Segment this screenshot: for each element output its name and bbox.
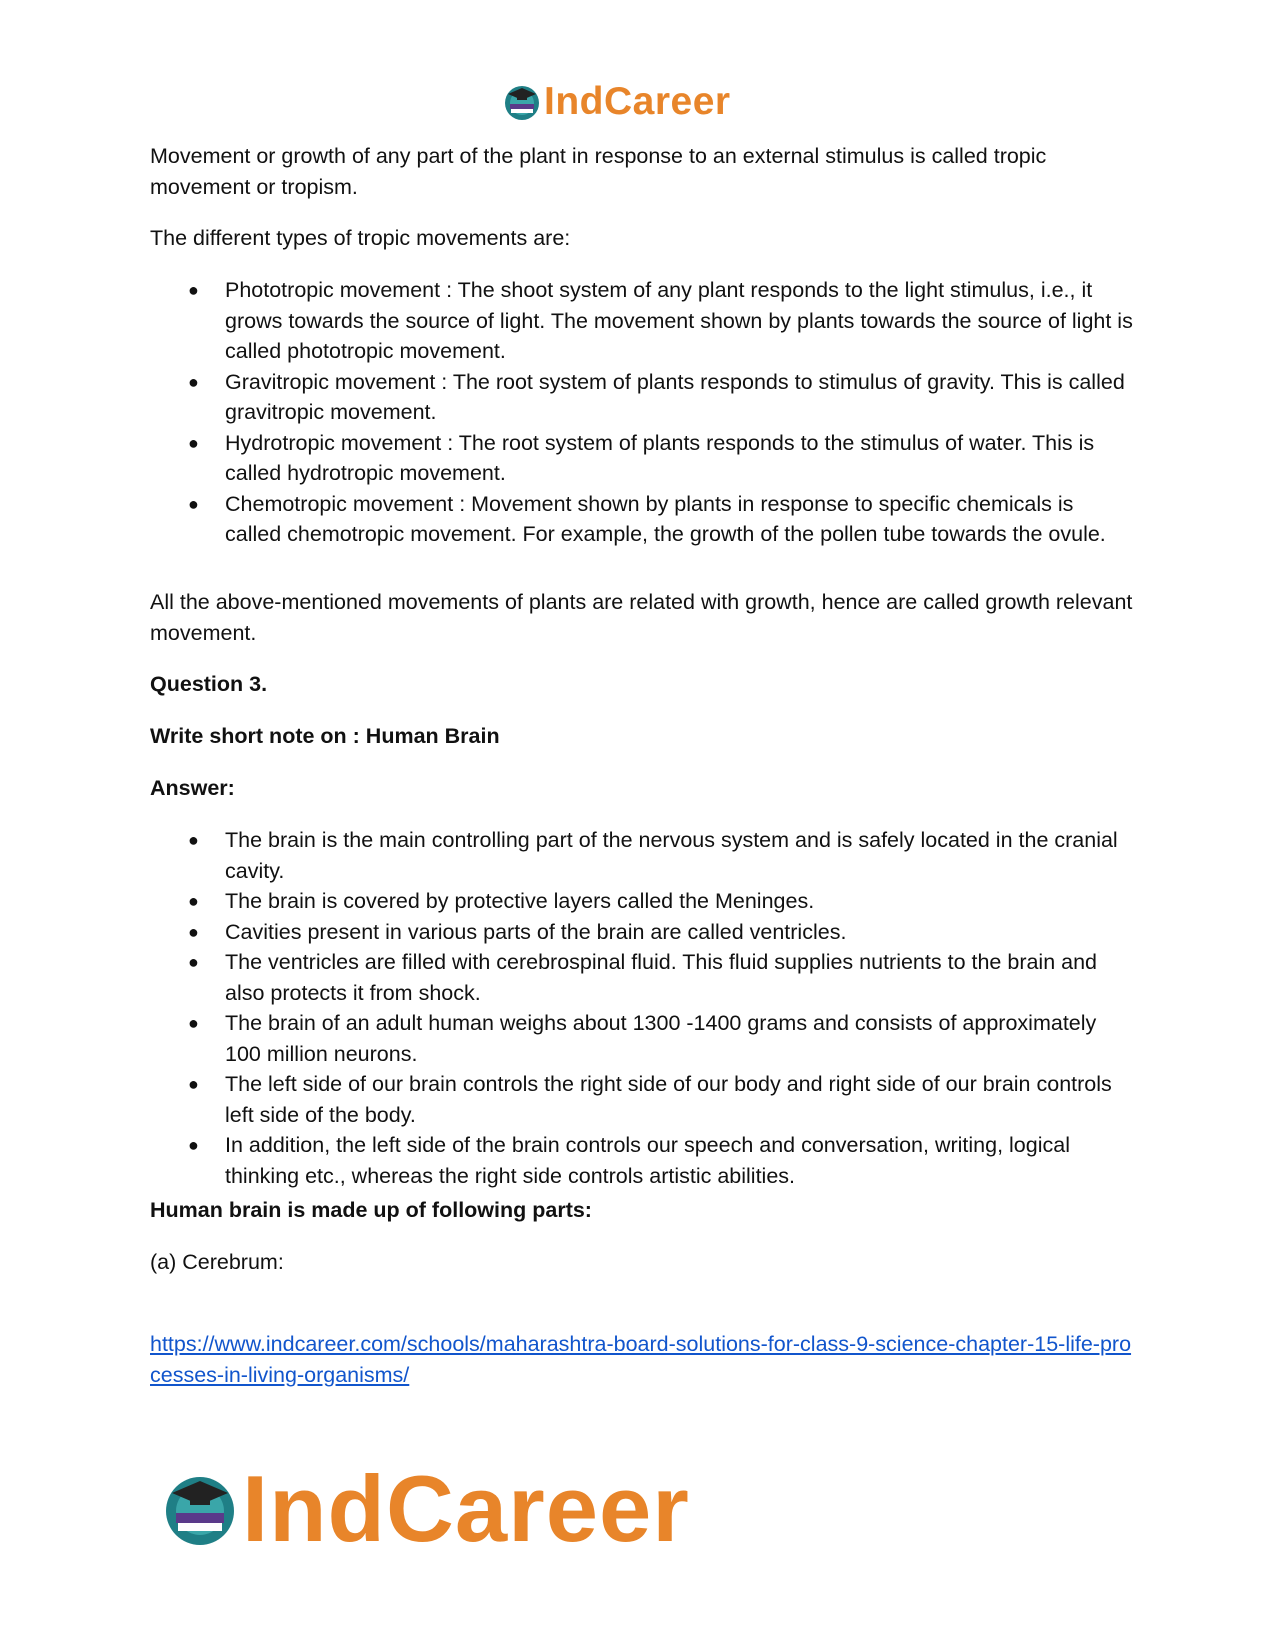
bullet-icon: ● [188, 371, 199, 392]
bullet-icon: ● [188, 921, 199, 942]
list-item [150, 825, 1135, 886]
list-item [150, 886, 1135, 917]
list-item-text: Cavities present in various parts of the brain are called ventricles. [225, 919, 847, 944]
brain-facts-list [150, 825, 1135, 1191]
list-item-text: The brain is the main controlling part of the nervous system and is safely located in the cranial cavity. [225, 828, 1118, 883]
bullet-icon: ● [188, 952, 199, 972]
bullet-icon: ● [188, 1074, 199, 1094]
bullet-icon: ● [188, 280, 199, 300]
bullet-icon: ● [188, 1013, 199, 1033]
list-item [150, 1008, 1135, 1069]
list-item-text: The left side of our brain controls the right side of our body and right side of our brain controls left side of the body. [225, 1072, 1112, 1127]
bullet-icon: ● [188, 830, 199, 850]
list-item-text: Hydrotropic movement : The root system of plants responds to the stimulus of water. This is called hydrotropic movement. [225, 430, 1095, 485]
list-item-text: Gravitropic movement : The root system of plants responds to stimulus of gravity. This is called gravitropic movement. [225, 369, 1125, 424]
part-a-label: (a) Cerebrum: [150, 1250, 284, 1274]
bullet-icon: ● [188, 1135, 199, 1155]
list-item [150, 1130, 1135, 1191]
tropic-movement-list [150, 275, 1135, 550]
footer-logo [160, 1456, 690, 1561]
intro-paragraph: Movement or growth of any part of the plant in response to an external stimulus is called tropic movement or tropism. [150, 144, 1047, 199]
list-item [150, 489, 1135, 550]
list-item [150, 275, 1135, 367]
bullet-icon: ● [188, 493, 199, 514]
list-item-text: The brain is covered by protective layers called the Meninges. [225, 889, 815, 913]
footer-source-link[interactable]: https://www.indcareer.com/schools/maharashtra-board-solutions-for-class-9-science-chapter-15-life-processes-in-living-organisms/ [150, 1332, 1132, 1387]
bullet-icon: ● [188, 432, 199, 453]
question-prompt: Write short note on : Human Brain [150, 724, 500, 748]
list-item [150, 1069, 1135, 1130]
graduation-globe-icon [160, 1469, 240, 1549]
list-item [150, 428, 1135, 489]
list-item-text: The ventricles are filled with cerebrospinal fluid. This fluid supplies nutrients to the brain and also protects it from shock. [225, 950, 1098, 1005]
list-item [150, 947, 1135, 1008]
tropic-types-lead: The different types of tropic movements are: [150, 226, 571, 250]
answer-label: Answer: [150, 776, 235, 800]
logo-text: IndCareer [544, 80, 731, 123]
list-item-text: In addition, the left side of the brain controls our speech and conversation, writing, logical thinking etc., whereas the right side controls artistic abilities. [225, 1133, 1070, 1188]
logo-text: IndCareer [242, 1456, 690, 1561]
parts-heading: Human brain is made up of following parts: [150, 1198, 592, 1222]
bullet-icon: ● [188, 891, 199, 911]
growth-note-paragraph: All the above-mentioned movements of plants are related with growth, hence are called growth relevant movement. [150, 590, 1133, 645]
list-item-text: The brain of an adult human weighs about 1300 -1400 grams and consists of approximately 100 million neurons. [225, 1011, 1097, 1066]
header-logo [502, 80, 731, 124]
list-item [150, 917, 1135, 948]
list-item-text: Phototropic movement : The shoot system of any plant responds to the light stimulus, i.e., it grows towards the source of light. The movement shown by plants towards the source of light is called phototropic movement. [225, 278, 1133, 363]
question-number: Question 3. [150, 672, 268, 696]
list-item-text: Chemotropic movement : Movement shown by plants in response to specific chemicals is called chemotropic movement. For example, the growth of the pollen tube towards the ovule. [225, 491, 1106, 546]
list-item [150, 367, 1135, 428]
graduation-globe-icon [502, 82, 542, 122]
